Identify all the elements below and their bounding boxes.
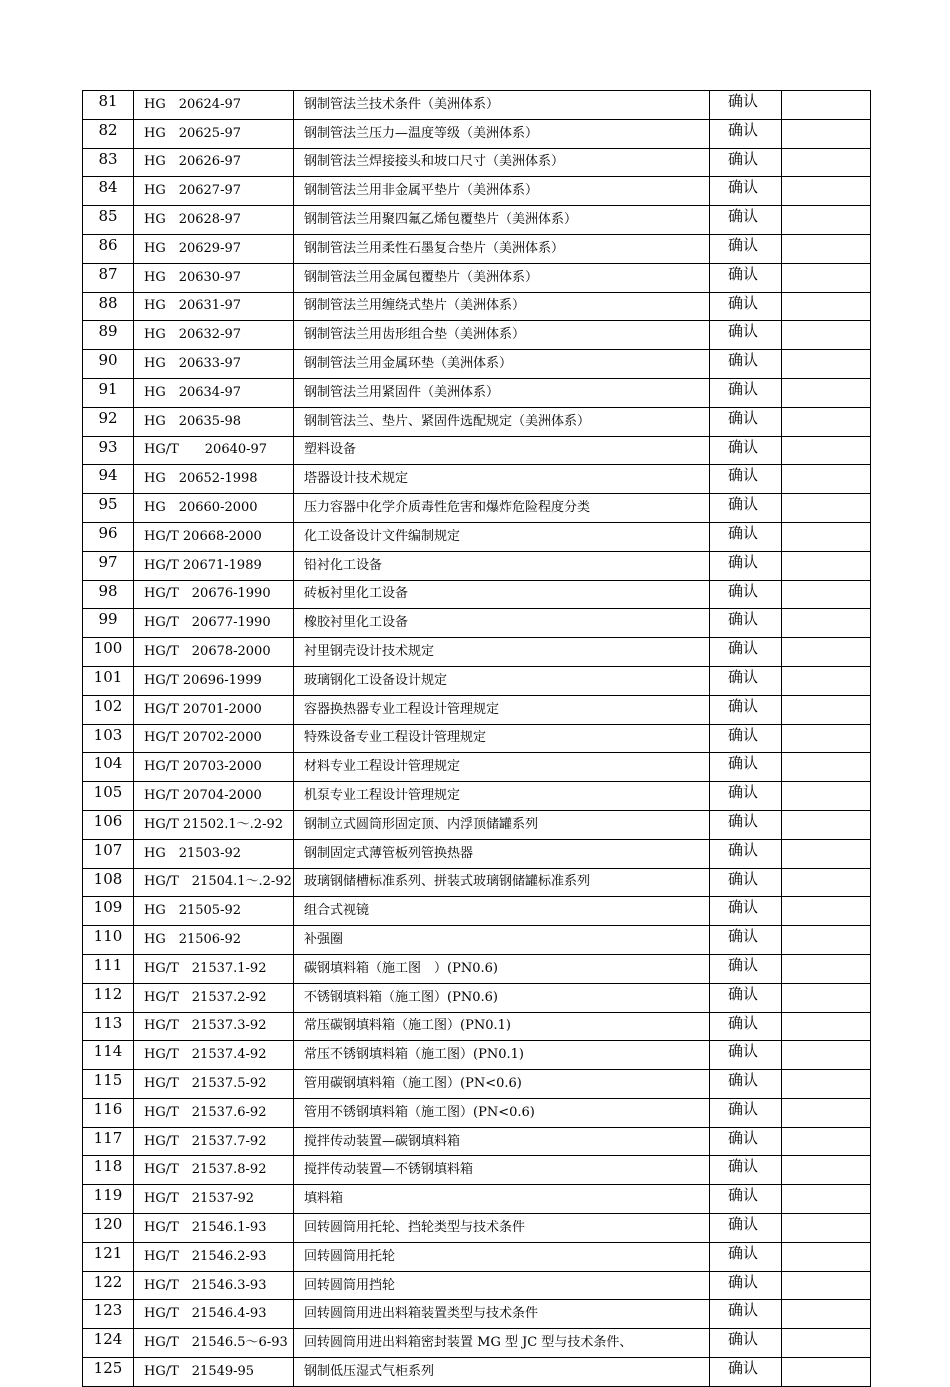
note-cell xyxy=(782,926,871,955)
table-row xyxy=(83,954,871,983)
note-cell xyxy=(782,494,871,523)
status-cell: 确认 xyxy=(710,1070,782,1099)
standard-code: HG 20624-97 xyxy=(134,91,294,120)
table-row xyxy=(83,695,871,724)
table-row xyxy=(83,1012,871,1041)
table-row xyxy=(83,1242,871,1271)
status-cell: 确认 xyxy=(710,119,782,148)
row-number: 98 xyxy=(83,580,134,609)
note-cell xyxy=(782,148,871,177)
status-cell: 确认 xyxy=(710,666,782,695)
table-row xyxy=(83,926,871,955)
status-cell: 确认 xyxy=(710,1329,782,1358)
table-row xyxy=(83,1127,871,1156)
note-cell xyxy=(782,638,871,667)
status-cell: 确认 xyxy=(710,868,782,897)
status-cell: 确认 xyxy=(710,1242,782,1271)
standards-table-body xyxy=(83,91,871,1387)
standard-code: HG/T 20702-2000 xyxy=(134,724,294,753)
table-row xyxy=(83,378,871,407)
standard-code: HG/T 21537.6-92 xyxy=(134,1098,294,1127)
standard-code: HG/T 21546.3-93 xyxy=(134,1271,294,1300)
note-cell xyxy=(782,810,871,839)
status-cell: 确认 xyxy=(710,897,782,926)
status-cell: 确认 xyxy=(710,1156,782,1185)
standard-code: HG/T 21549-95 xyxy=(134,1358,294,1387)
status-cell: 确认 xyxy=(710,724,782,753)
standard-code: HG/T 20703-2000 xyxy=(134,753,294,782)
standard-code: HG 21503-92 xyxy=(134,839,294,868)
standard-code: HG 21506-92 xyxy=(134,926,294,955)
row-number: 88 xyxy=(83,292,134,321)
note-cell xyxy=(782,522,871,551)
note-cell xyxy=(782,436,871,465)
table-row xyxy=(83,292,871,321)
table-row xyxy=(83,91,871,120)
note-cell xyxy=(782,1070,871,1099)
table-row xyxy=(83,148,871,177)
standard-title: 化工设备设计文件编制规定 xyxy=(294,522,710,551)
note-cell xyxy=(782,897,871,926)
standard-code: HG 20660-2000 xyxy=(134,494,294,523)
status-cell: 确认 xyxy=(710,1012,782,1041)
table-row xyxy=(83,263,871,292)
row-number: 86 xyxy=(83,234,134,263)
row-number: 110 xyxy=(83,926,134,955)
row-number: 99 xyxy=(83,609,134,638)
row-number: 121 xyxy=(83,1242,134,1271)
standard-title: 钢制管法兰技术条件（美洲体系） xyxy=(294,91,710,120)
standard-title: 玻璃钢化工设备设计规定 xyxy=(294,666,710,695)
standard-code: HG 21505-92 xyxy=(134,897,294,926)
note-cell xyxy=(782,695,871,724)
standard-title: 橡胶衬里化工设备 xyxy=(294,609,710,638)
table-row xyxy=(83,350,871,379)
row-number: 97 xyxy=(83,551,134,580)
standard-code: HG/T 20704-2000 xyxy=(134,782,294,811)
status-cell: 确认 xyxy=(710,378,782,407)
row-number: 124 xyxy=(83,1329,134,1358)
table-row xyxy=(83,119,871,148)
standard-code: HG/T 21546.4-93 xyxy=(134,1300,294,1329)
table-row xyxy=(83,1358,871,1387)
row-number: 81 xyxy=(83,91,134,120)
note-cell xyxy=(782,666,871,695)
status-cell: 确认 xyxy=(710,1127,782,1156)
table-row xyxy=(83,1185,871,1214)
standard-code: HG/T 21546.1-93 xyxy=(134,1214,294,1243)
standard-title: 塔器设计技术规定 xyxy=(294,465,710,494)
table-row xyxy=(83,177,871,206)
standard-title: 容器换热器专业工程设计管理规定 xyxy=(294,695,710,724)
row-number: 89 xyxy=(83,321,134,350)
standard-code: HG 20628-97 xyxy=(134,206,294,235)
standard-code: HG/T 21546.2-93 xyxy=(134,1242,294,1271)
standard-code: HG/T 21537.2-92 xyxy=(134,983,294,1012)
note-cell xyxy=(782,954,871,983)
standard-code: HG 20630-97 xyxy=(134,263,294,292)
standard-title: 回转圆筒用托轮 xyxy=(294,1242,710,1271)
standard-title: 钢制管法兰用聚四氟乙烯包覆垫片（美洲体系） xyxy=(294,206,710,235)
standard-code: HG 20634-97 xyxy=(134,378,294,407)
standard-code: HG 20627-97 xyxy=(134,177,294,206)
note-cell xyxy=(782,177,871,206)
note-cell xyxy=(782,609,871,638)
row-number: 103 xyxy=(83,724,134,753)
table-row xyxy=(83,1041,871,1070)
status-cell: 确认 xyxy=(710,177,782,206)
status-cell: 确认 xyxy=(710,1358,782,1387)
standard-code: HG/T 20676-1990 xyxy=(134,580,294,609)
table-row xyxy=(83,1271,871,1300)
standard-title: 钢制管法兰压力—温度等级（美洲体系） xyxy=(294,119,710,148)
standard-title: 钢制管法兰用齿形组合垫（美洲体系） xyxy=(294,321,710,350)
note-cell xyxy=(782,292,871,321)
note-cell xyxy=(782,1214,871,1243)
row-number: 102 xyxy=(83,695,134,724)
table-row xyxy=(83,206,871,235)
standard-title: 管用不锈钢填料箱（施工图）(PN<0.6) xyxy=(294,1098,710,1127)
standard-title: 塑料设备 xyxy=(294,436,710,465)
status-cell: 确认 xyxy=(710,148,782,177)
row-number: 101 xyxy=(83,666,134,695)
row-number: 84 xyxy=(83,177,134,206)
row-number: 104 xyxy=(83,753,134,782)
note-cell xyxy=(782,350,871,379)
note-cell xyxy=(782,1329,871,1358)
standard-title: 回转圆筒用进出料箱密封装置 MG 型 JC 型与技术条件、 xyxy=(294,1329,710,1358)
status-cell: 确认 xyxy=(710,983,782,1012)
status-cell: 确认 xyxy=(710,1214,782,1243)
table-row xyxy=(83,1214,871,1243)
status-cell: 确认 xyxy=(710,350,782,379)
note-cell xyxy=(782,91,871,120)
standard-title: 回转圆筒用托轮、挡轮类型与技术条件 xyxy=(294,1214,710,1243)
standard-title: 衬里钢壳设计技术规定 xyxy=(294,638,710,667)
standard-code: HG/T 20640-97 xyxy=(134,436,294,465)
row-number: 92 xyxy=(83,407,134,436)
standard-title: 填料箱 xyxy=(294,1185,710,1214)
status-cell: 确认 xyxy=(710,1300,782,1329)
status-cell: 确认 xyxy=(710,465,782,494)
note-cell xyxy=(782,782,871,811)
standard-title: 碳钢填料箱（施工图 ）(PN0.6) xyxy=(294,954,710,983)
status-cell: 确认 xyxy=(710,522,782,551)
standard-code: HG/T 21537.7-92 xyxy=(134,1127,294,1156)
table-row xyxy=(83,666,871,695)
row-number: 85 xyxy=(83,206,134,235)
status-cell: 确认 xyxy=(710,782,782,811)
row-number: 108 xyxy=(83,868,134,897)
standard-code: HG 20631-97 xyxy=(134,292,294,321)
table-row xyxy=(83,609,871,638)
standard-title: 搅拌传动装置—碳钢填料箱 xyxy=(294,1127,710,1156)
status-cell: 确认 xyxy=(710,1271,782,1300)
status-cell: 确认 xyxy=(710,407,782,436)
row-number: 111 xyxy=(83,954,134,983)
note-cell xyxy=(782,724,871,753)
note-cell xyxy=(782,1127,871,1156)
status-cell: 确认 xyxy=(710,810,782,839)
table-row xyxy=(83,1098,871,1127)
row-number: 83 xyxy=(83,148,134,177)
note-cell xyxy=(782,1271,871,1300)
standard-title: 机泵专业工程设计管理规定 xyxy=(294,782,710,811)
table-row xyxy=(83,868,871,897)
row-number: 90 xyxy=(83,350,134,379)
status-cell: 确认 xyxy=(710,321,782,350)
table-row xyxy=(83,1070,871,1099)
table-row xyxy=(83,436,871,465)
row-number: 82 xyxy=(83,119,134,148)
row-number: 115 xyxy=(83,1070,134,1099)
table-row xyxy=(83,551,871,580)
standard-title: 材料专业工程设计管理规定 xyxy=(294,753,710,782)
standard-code: HG/T 21546.5～6-93 xyxy=(134,1329,294,1358)
status-cell: 确认 xyxy=(710,638,782,667)
table-row xyxy=(83,839,871,868)
note-cell xyxy=(782,1156,871,1185)
status-cell: 确认 xyxy=(710,839,782,868)
row-number: 119 xyxy=(83,1185,134,1214)
row-number: 105 xyxy=(83,782,134,811)
standard-title: 钢制管法兰用非金属平垫片（美洲体系） xyxy=(294,177,710,206)
table-row xyxy=(83,234,871,263)
note-cell xyxy=(782,1358,871,1387)
note-cell xyxy=(782,983,871,1012)
standard-title: 钢制管法兰用柔性石墨复合垫片（美洲体系） xyxy=(294,234,710,263)
note-cell xyxy=(782,263,871,292)
status-cell: 确认 xyxy=(710,1098,782,1127)
note-cell xyxy=(782,1041,871,1070)
standard-code: HG 20625-97 xyxy=(134,119,294,148)
standard-title: 钢制管法兰用紧固件（美洲体系） xyxy=(294,378,710,407)
note-cell xyxy=(782,580,871,609)
note-cell xyxy=(782,119,871,148)
row-number: 100 xyxy=(83,638,134,667)
standard-code: HG/T 20671-1989 xyxy=(134,551,294,580)
row-number: 93 xyxy=(83,436,134,465)
standard-code: HG 20626-97 xyxy=(134,148,294,177)
note-cell xyxy=(782,551,871,580)
table-row xyxy=(83,782,871,811)
table-row xyxy=(83,753,871,782)
standard-title: 铅衬化工设备 xyxy=(294,551,710,580)
standard-title: 钢制管法兰用金属环垫（美洲体系） xyxy=(294,350,710,379)
status-cell: 确认 xyxy=(710,91,782,120)
note-cell xyxy=(782,234,871,263)
standard-code: HG/T 20668-2000 xyxy=(134,522,294,551)
table-row xyxy=(83,1300,871,1329)
standard-title: 不锈钢填料箱（施工图）(PN0.6) xyxy=(294,983,710,1012)
row-number: 113 xyxy=(83,1012,134,1041)
standard-code: HG/T 20701-2000 xyxy=(134,695,294,724)
row-number: 116 xyxy=(83,1098,134,1127)
standard-code: HG/T 21504.1～.2-92 xyxy=(134,868,294,897)
status-cell: 确认 xyxy=(710,436,782,465)
note-cell xyxy=(782,868,871,897)
table-row xyxy=(83,897,871,926)
standard-title: 钢制管法兰焊接接头和坡口尺寸（美洲体系） xyxy=(294,148,710,177)
status-cell: 确认 xyxy=(710,753,782,782)
table-row xyxy=(83,407,871,436)
status-cell: 确认 xyxy=(710,695,782,724)
status-cell: 确认 xyxy=(710,263,782,292)
standard-title: 管用碳钢填料箱（施工图）(PN<0.6) xyxy=(294,1070,710,1099)
table-row xyxy=(83,494,871,523)
standard-title: 钢制立式圆筒形固定顶、内浮顶储罐系列 xyxy=(294,810,710,839)
row-number: 94 xyxy=(83,465,134,494)
status-cell: 确认 xyxy=(710,609,782,638)
row-number: 109 xyxy=(83,897,134,926)
status-cell: 确认 xyxy=(710,494,782,523)
note-cell xyxy=(782,753,871,782)
row-number: 107 xyxy=(83,839,134,868)
standard-title: 补强圈 xyxy=(294,926,710,955)
row-number: 96 xyxy=(83,522,134,551)
standard-title: 压力容器中化学介质毒性危害和爆炸危险程度分类 xyxy=(294,494,710,523)
standard-title: 特殊设备专业工程设计管理规定 xyxy=(294,724,710,753)
standard-title: 玻璃钢储槽标准系列、拼装式玻璃钢储罐标准系列 xyxy=(294,868,710,897)
row-number: 122 xyxy=(83,1271,134,1300)
table-row xyxy=(83,724,871,753)
standard-title: 常压不锈钢填料箱（施工图）(PN0.1) xyxy=(294,1041,710,1070)
status-cell: 确认 xyxy=(710,206,782,235)
standard-code: HG/T 20678-2000 xyxy=(134,638,294,667)
row-number: 87 xyxy=(83,263,134,292)
status-cell: 确认 xyxy=(710,551,782,580)
standard-code: HG 20635-98 xyxy=(134,407,294,436)
standard-title: 钢制管法兰用缠绕式垫片（美洲体系） xyxy=(294,292,710,321)
standard-code: HG/T 20696-1999 xyxy=(134,666,294,695)
standard-title: 钢制固定式薄管板列管换热器 xyxy=(294,839,710,868)
table-row xyxy=(83,321,871,350)
table-row xyxy=(83,580,871,609)
row-number: 95 xyxy=(83,494,134,523)
standard-code: HG 20652-1998 xyxy=(134,465,294,494)
status-cell: 确认 xyxy=(710,580,782,609)
standard-code: HG/T 21537.1-92 xyxy=(134,954,294,983)
row-number: 123 xyxy=(83,1300,134,1329)
note-cell xyxy=(782,1012,871,1041)
note-cell xyxy=(782,1300,871,1329)
note-cell xyxy=(782,407,871,436)
status-cell: 确认 xyxy=(710,292,782,321)
standards-table xyxy=(82,90,871,1387)
table-row xyxy=(83,1156,871,1185)
standard-code: HG/T 20677-1990 xyxy=(134,609,294,638)
note-cell xyxy=(782,378,871,407)
row-number: 112 xyxy=(83,983,134,1012)
table-row xyxy=(83,638,871,667)
note-cell xyxy=(782,1098,871,1127)
note-cell xyxy=(782,839,871,868)
table-row xyxy=(83,522,871,551)
standard-title: 回转圆筒用挡轮 xyxy=(294,1271,710,1300)
standard-code: HG/T 21537.5-92 xyxy=(134,1070,294,1099)
standard-title: 搅拌传动装置—不锈钢填料箱 xyxy=(294,1156,710,1185)
row-number: 118 xyxy=(83,1156,134,1185)
note-cell xyxy=(782,1242,871,1271)
table-row xyxy=(83,810,871,839)
row-number: 117 xyxy=(83,1127,134,1156)
standard-title: 钢制管法兰、垫片、紧固件选配规定（美洲体系） xyxy=(294,407,710,436)
standard-title: 钢制管法兰用金属包覆垫片（美洲体系） xyxy=(294,263,710,292)
table-row xyxy=(83,983,871,1012)
standard-code: HG 20632-97 xyxy=(134,321,294,350)
table-row xyxy=(83,1329,871,1358)
status-cell: 确认 xyxy=(710,1185,782,1214)
standard-code: HG 20633-97 xyxy=(134,350,294,379)
standard-title: 回转圆筒用进出料箱装置类型与技术条件 xyxy=(294,1300,710,1329)
status-cell: 确认 xyxy=(710,1041,782,1070)
standard-title: 常压碳钢填料箱（施工图）(PN0.1) xyxy=(294,1012,710,1041)
standard-title: 钢制低压湿式气柜系列 xyxy=(294,1358,710,1387)
standard-code: HG 20629-97 xyxy=(134,234,294,263)
standard-code: HG/T 21502.1～.2-92 xyxy=(134,810,294,839)
status-cell: 确认 xyxy=(710,234,782,263)
note-cell xyxy=(782,465,871,494)
standard-code: HG/T 21537.8-92 xyxy=(134,1156,294,1185)
status-cell: 确认 xyxy=(710,954,782,983)
row-number: 106 xyxy=(83,810,134,839)
standard-code: HG/T 21537.4-92 xyxy=(134,1041,294,1070)
note-cell xyxy=(782,1185,871,1214)
table-row xyxy=(83,465,871,494)
note-cell xyxy=(782,321,871,350)
standard-code: HG/T 21537.3-92 xyxy=(134,1012,294,1041)
note-cell xyxy=(782,206,871,235)
standard-title: 组合式视镜 xyxy=(294,897,710,926)
row-number: 114 xyxy=(83,1041,134,1070)
row-number: 120 xyxy=(83,1214,134,1243)
standard-title: 砖板衬里化工设备 xyxy=(294,580,710,609)
standard-code: HG/T 21537-92 xyxy=(134,1185,294,1214)
row-number: 125 xyxy=(83,1358,134,1387)
row-number: 91 xyxy=(83,378,134,407)
status-cell: 确认 xyxy=(710,926,782,955)
